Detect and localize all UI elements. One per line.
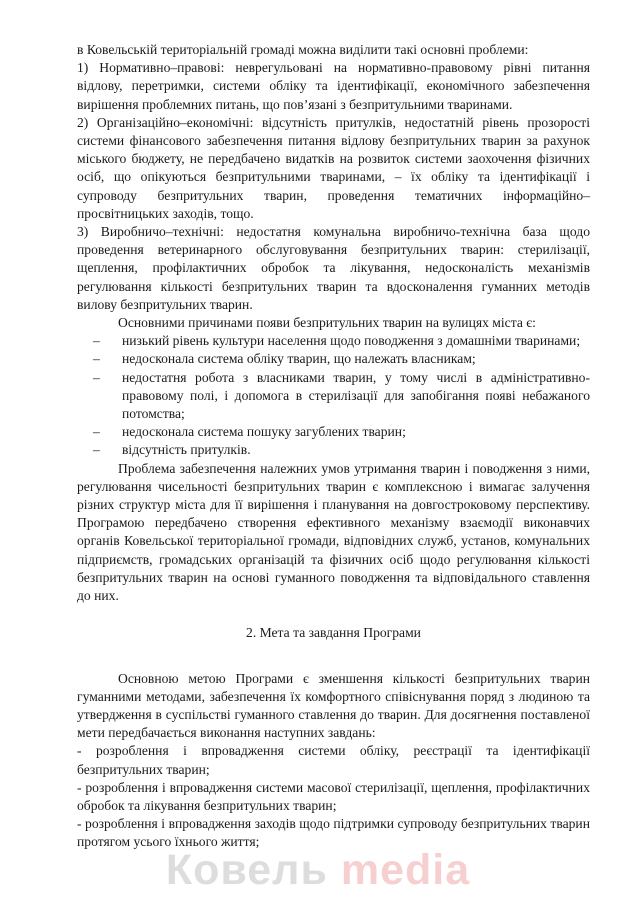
- dash-marker: –: [93, 333, 100, 349]
- dash-marker: –: [93, 442, 100, 458]
- dash-marker: –: [93, 369, 100, 385]
- problem-paragraph: Проблема забезпечення належних умов утримання тварин і поводження з ними, регулювання чисельності безпритульних тварин є комплексною і вимагає залучення різних структур міста для її вирішення і планування на довгостроковому перспективу. Програмою передбачено створення ефективного механізму взаємодії виконавчих органів Ковельської територіальної громади, відповідних служб, установ, комунальних підприємств, громадських організацій та фізичних осіб щодо регулювання кількості безпритульних тварин на основі гуманного поводження та відповідального ставлення до них.: [77, 460, 590, 604]
- intro-paragraph: в Ковельській територіальній громаді можна виділити такі основні проблеми:: [77, 42, 529, 57]
- list-item: – недостатня робота з власниками тварин, у тому числі в адміністративно-правовому полі, і допомога в стерилізації для запобігання появі небажаного потомства;: [93, 369, 590, 422]
- problem-item-legal: 1) Нормативно–правові: неврегульовані на нормативно-правовому рівні питання відлову, перетримки, системи обліку та ідентифікації, економічного забезпечення вирішення проблемних питань, що пов’язані з безпритульними тваринами.: [77, 60, 590, 112]
- section-title: 2. Мета та завдання Програми: [246, 625, 421, 641]
- list-item: – відсутність притулків.: [77, 441, 590, 459]
- goal-paragraph: Основною метою Програми є зменшення кількості безпритульних тварин гуманними методами, забезпечення їх комфортного співіснування поряд з людиною та утвердження в суспільстві гуманного ставлення до тварин. Для досягнення поставленої мети передбачається виконання наступних завдань:: [77, 670, 590, 741]
- document-page: [77, 41, 590, 852]
- watermark-logo: [0, 846, 636, 895]
- watermark-part-1: Ковель: [165, 846, 328, 894]
- dash-marker: –: [93, 424, 100, 440]
- dash-marker: –: [93, 351, 100, 367]
- problem-item-organizational: 2) Організаційно–економічні: відсутність притулків, недостатній рівень прозорості системи фінансового забезпечення питання відлову безпритульних тварин за рахунок міського бюджету, не передбачено видатків на розвиток системи заохочення фізичних осіб, що опікуються безпритульними тваринами, – їх обліку та ідентифікації і супроводу безпритульних тварин, проведення тематичних інформаційно– просвітницьких заходів, тощо.: [77, 114, 590, 221]
- list-item: – недосконала система пошуку загублених тварин;: [77, 423, 590, 441]
- list-item: – недосконала система обліку тварин, що належать власникам;: [77, 350, 590, 368]
- list-item: – низький рівень культури населення щодо поводження з домашніми тваринами;: [77, 332, 590, 350]
- task-item: - розроблення і впровадження заходів щодо підтримки супроводу безпритульних тварин протягом усього їхнього життя;: [77, 816, 590, 850]
- watermark-part-2: media: [340, 846, 471, 894]
- reasons-list: [77, 332, 590, 459]
- task-item: - розроблення і впровадження системи обліку, реєстрації та ідентифікації безпритульних тварин;: [77, 743, 590, 777]
- problem-item-technical: 3) Виробничо–технічні: недостатня комунальна виробничо-технічна база щодо проведення ветеринарного обслуговування безпритульних тварин: стерилізації, щеплення, профілактичних обробок та лікування, недосконалість механізмів регулювання кількості безпритульних тварин та вдосконалення гуманних методів вилову безпритульних тварин.: [77, 224, 590, 312]
- task-item: - розроблення і впровадження системи масової стерилізації, щеплення, профілактичних обробок та лікування безпритульних тварин;: [77, 779, 590, 813]
- reasons-intro: Основними причинами появи безпритульних тварин на вулицях міста є:: [118, 315, 536, 331]
